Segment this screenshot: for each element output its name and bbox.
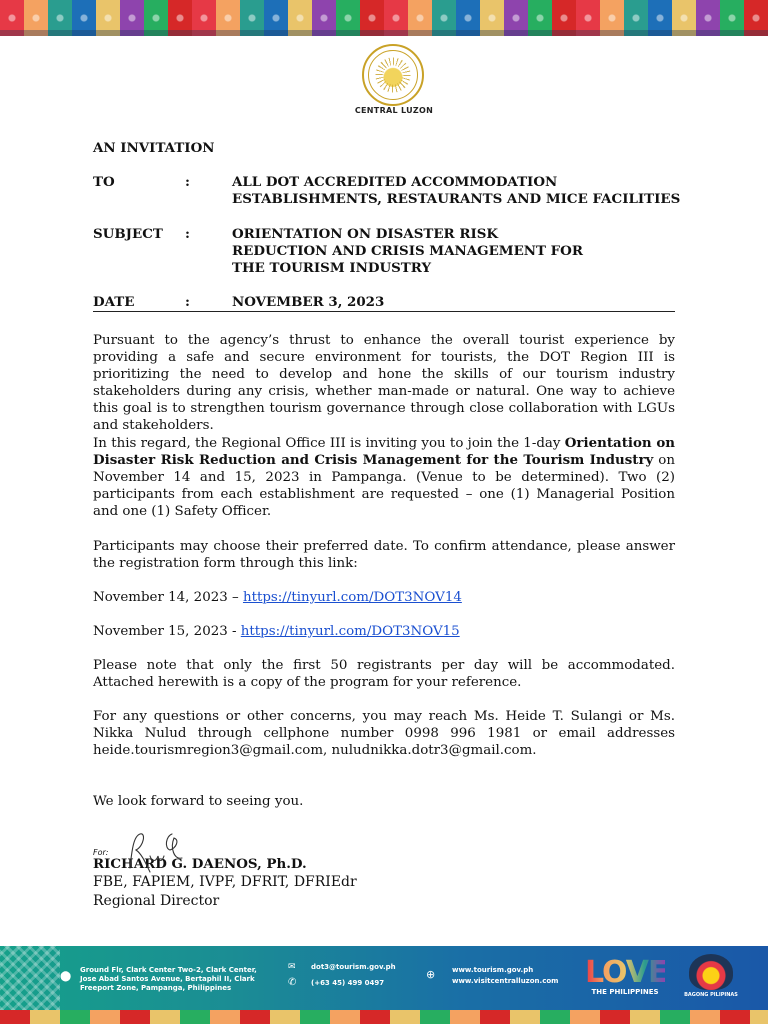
registration-line-nov15 — [93, 623, 675, 640]
love-the-philippines-logo — [585, 955, 668, 998]
love-word: LOVE — [585, 955, 668, 990]
nov15-prefix: November 15, 2023 - — [93, 624, 241, 639]
footer-email: dot3@tourism.gov.ph — [311, 963, 396, 971]
globe-icon: ⊕ — [426, 968, 436, 981]
phone-icon: ✆ — [288, 977, 297, 988]
paragraph-invitation — [93, 435, 675, 520]
bagong-pilipinas-logo — [686, 950, 736, 1002]
seal-sun-icon — [368, 50, 418, 100]
to-value: ALL DOT ACCREDITED ACCOMMODATION ESTABLISHMENTS, RESTAURANTS AND MICE FACILITIES — [232, 174, 681, 207]
footer-website-1[interactable]: www.tourism.gov.ph — [452, 966, 534, 974]
bagong-pilipinas-caption: BAGONG PILIPINAS — [684, 992, 738, 998]
to-colon: : — [185, 174, 190, 190]
location-pin-icon: ⬤ — [60, 971, 72, 982]
bagong-pilipinas-sun-icon — [689, 954, 733, 990]
closing-line: We look forward to seeing you. — [93, 794, 304, 809]
signatory-title: Regional Director — [93, 893, 220, 909]
paragraph-contact: For any questions or other concerns, you may reach Ms. Heide T. Sulangi or Ms. Nikka Nulud through cellphone number 0998 996 1981 or email addresses heide.tourismregion3@gmail.com, nuludnikka.dotr3@gmail.com. — [93, 709, 675, 758]
subject-colon: : — [185, 226, 190, 242]
footer-address: Ground Flr, Clark Center Two-2, Clark Center, Jose Abad Santos Avenue, Bertaphil II, Clark Freeport Zone, Pampanga, Philippines — [80, 966, 257, 992]
date-label: DATE — [93, 294, 135, 310]
subject-value: ORIENTATION ON DISASTER RISK REDUCTION AND CRISIS MANAGEMENT FOR THE TOURISM INDUSTRY — [232, 226, 583, 276]
signatory-name: RICHARD G. DAENOS, Ph.D. — [93, 856, 307, 872]
event-title: Orientation on Disaster Risk Reduction and Crisis Management for the Tourism Industry — [93, 435, 675, 468]
date-colon: : — [185, 294, 190, 310]
date-value: NOVEMBER 3, 2023 — [232, 294, 385, 310]
band-edge — [0, 30, 768, 36]
registration-line-nov14 — [93, 589, 675, 606]
footer-strip — [0, 1010, 768, 1024]
paragraph-capacity-note: Please note that only the first 50 registrants per day will be accommodated. Attached herewith is a copy of the program for your reference. — [93, 658, 675, 690]
for-label: For: — [93, 848, 109, 857]
footer-website-2[interactable]: www.visitcentralluzon.com — [452, 977, 559, 985]
nov14-prefix: November 14, 2023 – — [93, 590, 243, 605]
nov14-registration-link[interactable]: https://tinyurl.com/DOT3NOV14 — [242, 590, 462, 605]
to-label: TO — [93, 174, 115, 190]
signatory-credentials: FBE, FAPIEM, IVPF, DFRIT, DFRIEdr — [93, 874, 357, 890]
top-decorative-band — [0, 0, 768, 36]
handwritten-signature — [126, 828, 188, 878]
love-subtitle: THE PHILIPPINES — [591, 988, 659, 996]
invitation-text-start: In this regard, the Regional Office III is inviting you to join the 1-day — [93, 436, 565, 451]
nov15-registration-link[interactable]: https://tinyurl.com/DOT3NOV15 — [240, 624, 460, 639]
subject-label: SUBJECT — [93, 226, 163, 242]
seal-caption: CENTRAL LUZON — [354, 106, 434, 115]
footer-pattern — [0, 946, 60, 1010]
footer-phone: (+63 45) 499 0497 — [311, 979, 385, 987]
dot-seal-logo — [362, 44, 424, 106]
paragraph-registration: Participants may choose their preferred date. To confirm attendance, please answer the registration form through this link: — [93, 539, 675, 571]
header-divider — [93, 311, 675, 312]
seal-rays — [373, 55, 413, 95]
invitation-heading: AN INVITATION — [93, 140, 215, 156]
invitation-text-end: on November 14 and 15, 2023 in Pampanga. (Venue to be determined). Two (2) participants from each establishment are requested – one (1) Managerial Position and one (1) Safety Officer. — [93, 453, 675, 519]
paragraph-purpose: Pursuant to the agency’s thrust to enhance the overall tourist experience by providing a safe and secure environment for tourists, the DOT Region III is prioritizing the need to develop and hone the skills of our tourism industry stakeholders during any crisis, whether man-made or natural. One way to achieve this goal is to strengthen tourism governance through close collaboration with LGUs and stakeholders. — [93, 333, 675, 433]
mail-icon: ✉ — [288, 962, 296, 972]
